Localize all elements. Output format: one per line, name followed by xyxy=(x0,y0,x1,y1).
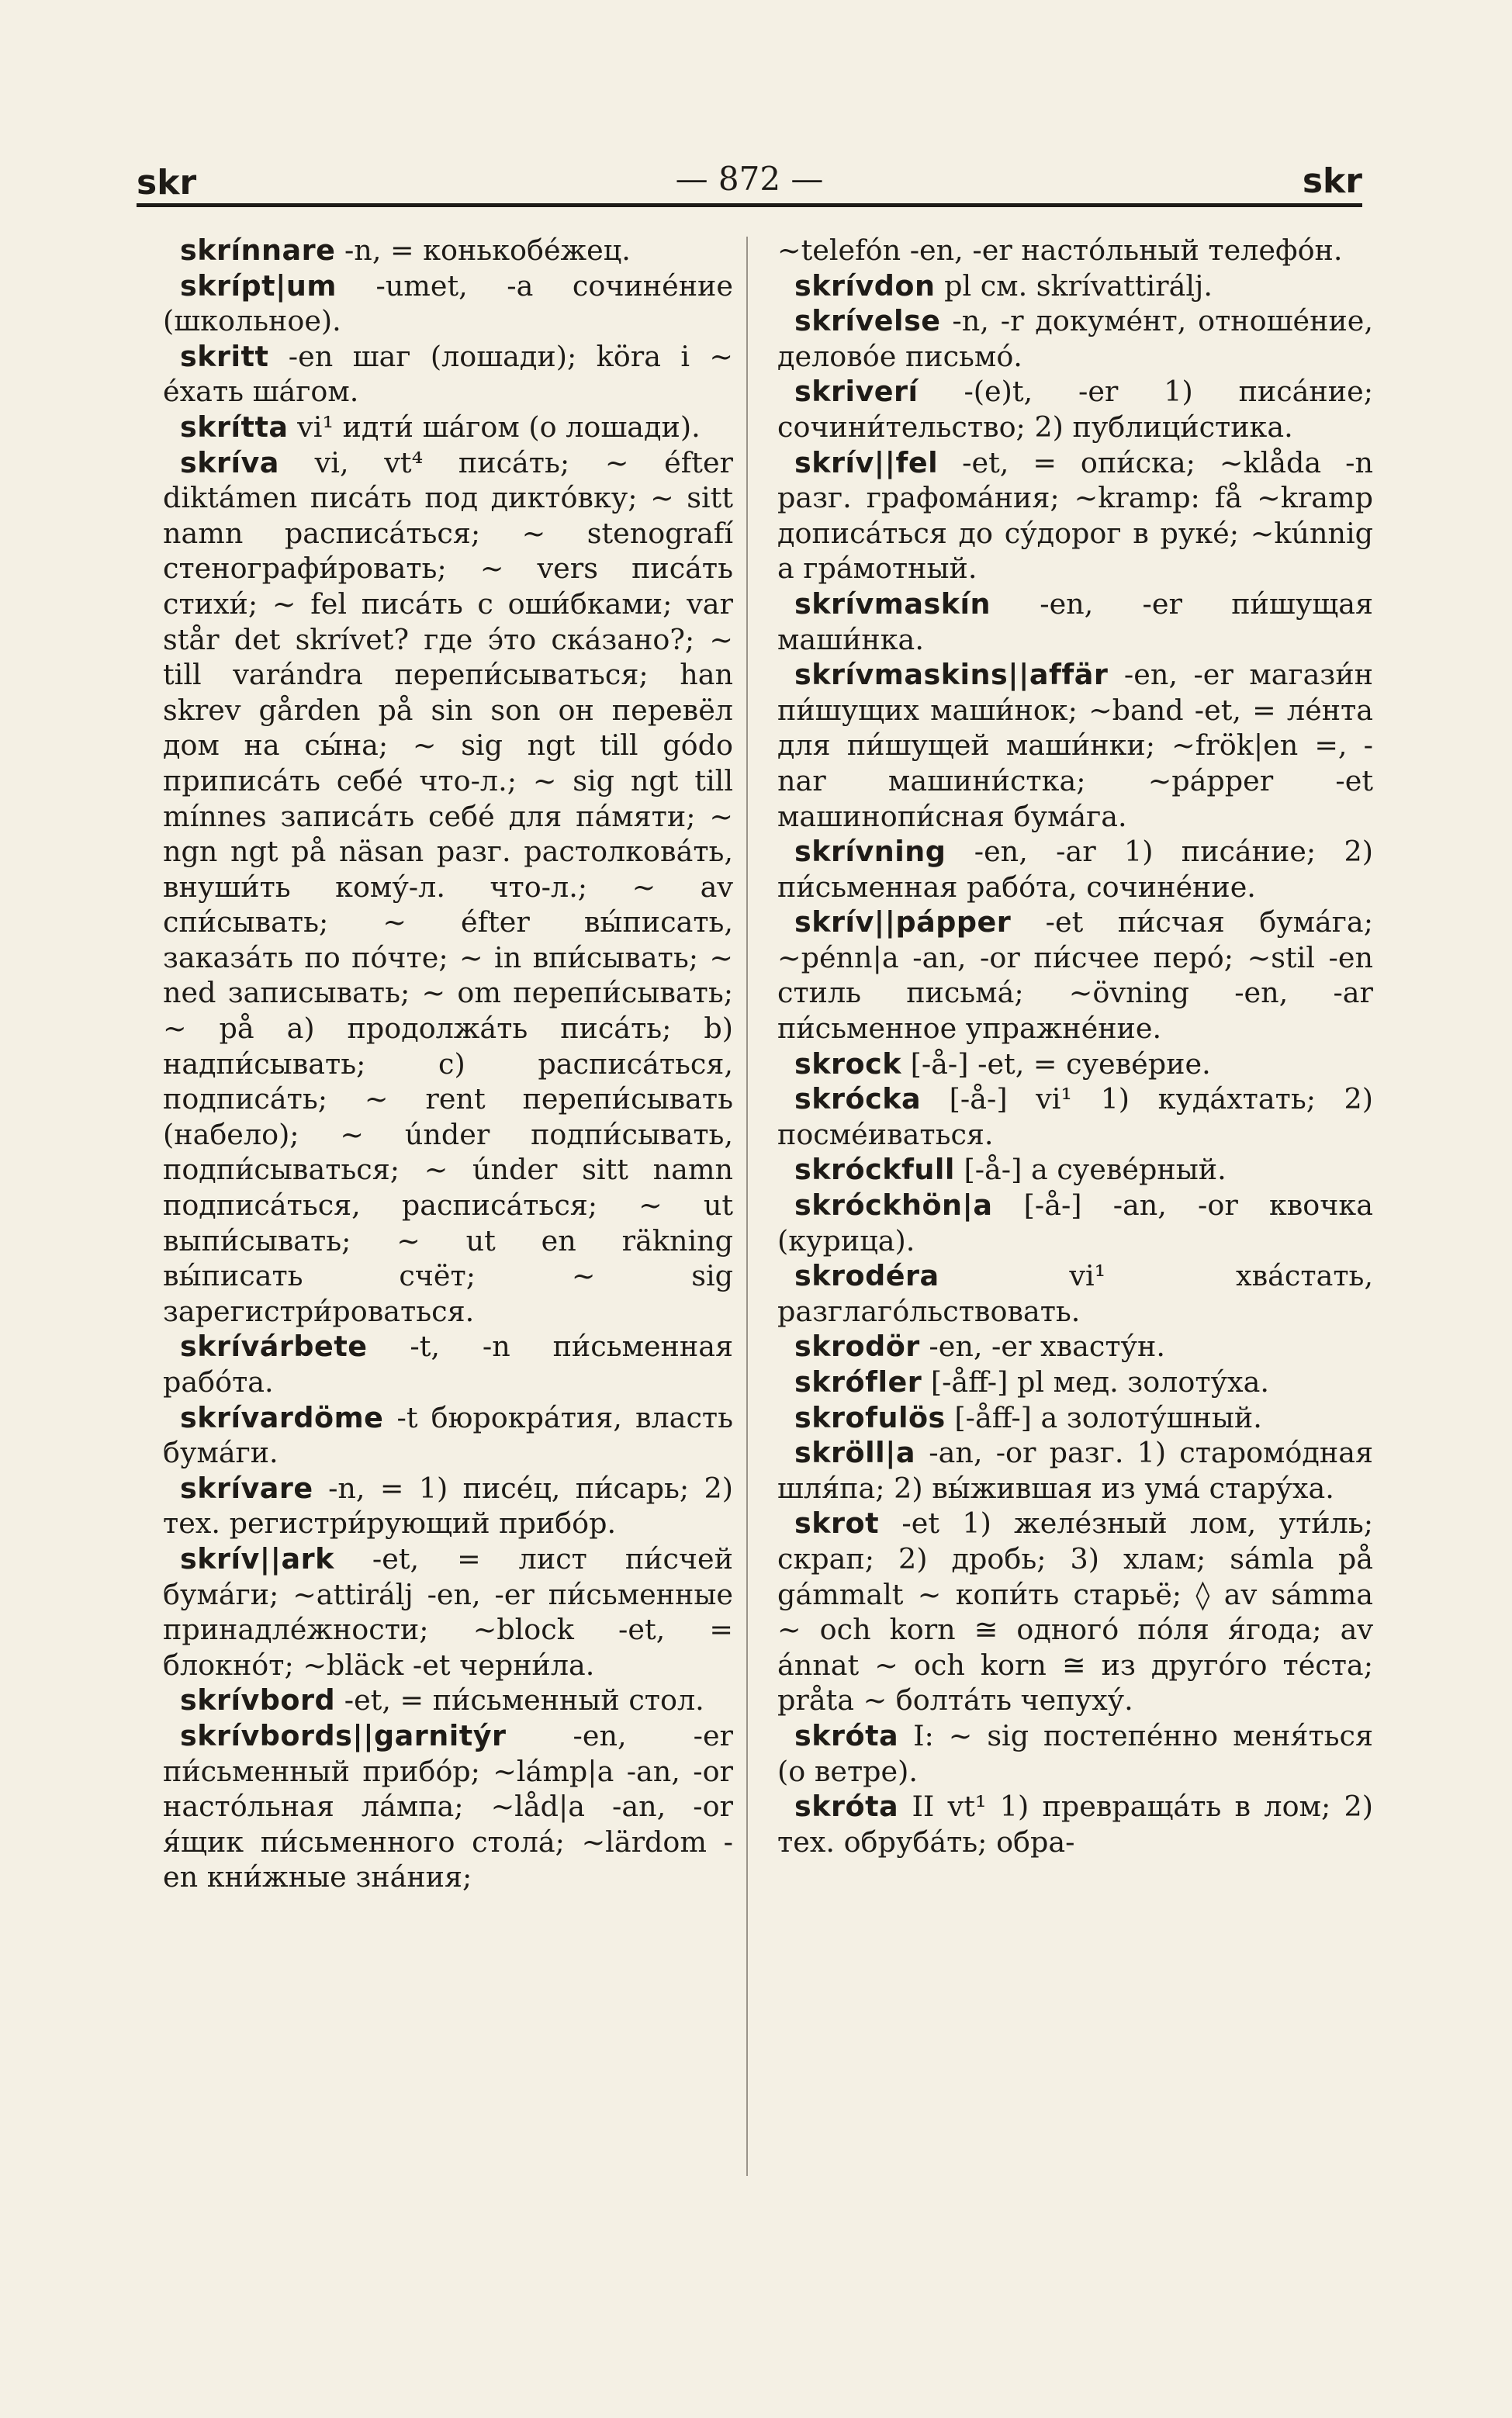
dictionary-entry xyxy=(777,374,1373,445)
column-divider xyxy=(746,237,748,2176)
right-column xyxy=(777,233,1373,1859)
headword: skrívning xyxy=(794,835,946,869)
headword: skröll|a xyxy=(794,1436,916,1470)
definition: -en, -er пи́сьменный прибо́р; ~lámp|a -an, -or насто́льная ла́мпа; ~låd|a -an, -or я́щик пи́сьменного стола́; ~lärdom -en кни́жные зна́ния; xyxy=(163,1718,733,1894)
definition: I: ~ sig постепе́нно меня́ться (о ветре). xyxy=(777,1718,1373,1788)
dictionary-entry xyxy=(777,905,1373,1046)
dictionary-entry xyxy=(777,657,1373,834)
definition: -et пи́счая бума́га; ~pénn|a -an, -or пи́счее перо́; ~stil -en стиль письма́; ~övning -en, -ar пи́сьменное упражне́ние. xyxy=(777,905,1373,1046)
definition: vi¹ идти́ ша́гом (о лошади). xyxy=(288,410,701,444)
dictionary-entry xyxy=(163,1471,733,1541)
headword: skríva xyxy=(180,445,279,479)
definition: [-åff-] pl мед. золоту́ха. xyxy=(922,1365,1269,1399)
dictionary-entry xyxy=(163,410,733,445)
headword: skrívmaskín xyxy=(794,586,991,621)
headword: skrodéra xyxy=(794,1259,939,1293)
headword: skriverí xyxy=(794,375,919,409)
dictionary-entry xyxy=(777,1789,1373,1859)
definition: -et, = лист пи́счей бума́ги; ~attirálj -en, -er пи́сьменные принадле́жности; ~block -et, = блокно́т; ~bläck -et черни́ла. xyxy=(163,1541,733,1682)
dictionary-entry xyxy=(777,303,1373,374)
definition: vi¹ хва́стать, разглаго́льствовать. xyxy=(777,1259,1373,1328)
dictionary-entry xyxy=(777,1152,1373,1188)
definition: [-å-] vi¹ 1) куда́хтать; 2) посме́иваться. xyxy=(777,1082,1373,1151)
definition: -umet, -a сочине́ние (школьное). xyxy=(163,268,733,338)
headword: skrock xyxy=(794,1046,901,1081)
page-number: — 872 — xyxy=(675,160,824,198)
headword: skrívbord xyxy=(180,1683,336,1718)
headword: skritt xyxy=(180,339,269,373)
headword: skrívare xyxy=(180,1471,313,1505)
headword: skrívmaskins||affär xyxy=(794,658,1109,692)
headword: skrívardöme xyxy=(180,1400,384,1434)
dictionary-entry xyxy=(777,1081,1373,1152)
definition: [-å-] -et, = суеве́рие. xyxy=(901,1046,1211,1081)
headword: skrofulös xyxy=(794,1400,946,1434)
dictionary-entry xyxy=(777,233,1373,268)
definition: vi, vt⁴ писа́ть; ~ éfter diktámen писа́ть под дикто́вку; ~ sitt namn расписа́ться; ~ stenografí стенографи́ровать; ~ vers писа́ть стихи́; ~ fel писа́ть с оши́бками; var står det skrívet? где э́то ска́зано?; ~ till varándra перепи́сываться; han skrev gården på sin son он перевёл дом на сы́на; ~ sig ngt till gódo приписа́ть себе́ что-л.; ~ sig ngt till mínnes записа́ть себе́ для па́мяти; ~ ngn ngt på näsan разг. растолкова́ть, внуши́ть кому́-л. что-л.; ~ av спи́сывать; ~ éfter вы́писать, заказа́ть по по́чте; ~ in впи́сывать; ~ ned записывать; ~ om перепи́сывать; ~ på а) продолжа́ть писа́ть; b) надпи́сывать; с) расписа́ться, подписа́ть; ~ rent перепи́сывать (набело); ~ únder подпи́сывать, подпи́сываться; ~ únder sitt namn подписа́ться, расписа́ться; ~ ut выпи́сывать; ~ ut en räkning вы́писать счёт; ~ sig зарегистри́роваться. xyxy=(163,445,733,1328)
headword: skrív||pápper xyxy=(794,905,1012,939)
dictionary-entry xyxy=(777,1506,1373,1718)
definition: -t, -n пи́сьменная рабо́та. xyxy=(163,1330,733,1399)
dictionary-entry xyxy=(777,586,1373,657)
dictionary-entry xyxy=(777,1365,1373,1400)
dictionary-entry xyxy=(163,1541,733,1683)
dictionary-entry xyxy=(163,233,733,268)
headword: skrot xyxy=(794,1506,880,1541)
dictionary-entry xyxy=(163,1718,733,1895)
page-header xyxy=(137,155,1362,205)
definition: pl см. skrívattirálj. xyxy=(935,268,1213,303)
definition: -et 1) желе́зный лом, ути́ль; скрап; 2) дробь; 3) хлам; sámla på gámmalt ~ копи́ть старьё; ◊ av sámma ~ och korn ≅ одного́ по́ля я́года; av ánnat ~ och korn ≅ из друго́го те́ста; pråta ~ болта́ть чепуху́. xyxy=(777,1506,1373,1718)
definition: ~telefón -en, -er насто́льный телефо́н. xyxy=(777,233,1343,267)
headword: skrív||fel xyxy=(794,445,939,479)
left-column xyxy=(163,233,733,1895)
definition: -(e)t, -er 1) писа́ние; сочини́тельство; 2) публици́стика. xyxy=(777,375,1373,444)
definition: -t бюрокра́тия, власть бума́ги. xyxy=(163,1400,733,1470)
headword: skrípt|um xyxy=(180,268,337,303)
dictionary-entry xyxy=(163,268,733,339)
dictionary-entry xyxy=(163,1329,733,1399)
dictionary-entry xyxy=(777,1046,1373,1082)
definition: -et, = пи́сьменный стол. xyxy=(335,1683,704,1718)
running-head-left: skr xyxy=(137,163,197,202)
headword: skrócka xyxy=(794,1082,922,1116)
dictionary-entry xyxy=(777,834,1373,905)
definition: [-åff-] а золоту́шный. xyxy=(945,1400,1262,1434)
headword: skróckfull xyxy=(794,1153,955,1187)
headword: skrívelse xyxy=(794,304,941,338)
definition: -n, = 1) писе́ц, пи́сарь; 2) тех. регистри́рующий прибо́р. xyxy=(163,1471,733,1541)
definition: [-å-] -an, -or квочка (курица). xyxy=(777,1188,1373,1257)
definition: -n, -r докуме́нт, отноше́ние, делово́е письмо́. xyxy=(777,304,1373,373)
dictionary-entry xyxy=(777,1329,1373,1365)
running-head-right: skr xyxy=(1302,161,1362,201)
definition: -n, = конькобе́жец. xyxy=(335,233,631,267)
dictionary-entry xyxy=(777,1718,1373,1789)
headword: skrív||ark xyxy=(180,1541,334,1576)
header-rule xyxy=(137,203,1362,207)
headword: skrínnare xyxy=(180,233,336,267)
headword: skrítta xyxy=(180,410,289,444)
headword: skrívdon xyxy=(794,268,936,303)
headword: skróta xyxy=(794,1790,899,1824)
headword: skrívbords||garnitýr xyxy=(180,1718,507,1752)
dictionary-entry xyxy=(777,445,1373,586)
definition: -en, -ar 1) писа́ние; 2) пи́сьменная рабо́та, сочине́ние. xyxy=(777,835,1373,904)
dictionary-entry xyxy=(777,1258,1373,1329)
dictionary-entry xyxy=(163,1400,733,1471)
definition: -an, -or разг. 1) старомо́дная шля́па; 2) вы́жившая из ума́ стару́ха. xyxy=(777,1436,1373,1505)
definition: [-å-] а суеве́рный. xyxy=(954,1153,1227,1187)
headword: skrófler xyxy=(794,1365,922,1399)
definition: -en шаг (лошади); köra i ~ е́хать ша́гом. xyxy=(163,339,733,409)
definition: -en, -er хвасту́н. xyxy=(919,1330,1165,1364)
dictionary-entry xyxy=(777,1188,1373,1258)
dictionary-entry xyxy=(777,268,1373,304)
definition: II vt¹ 1) превраща́ть в лом; 2) тех. обруба́ть; обра- xyxy=(777,1790,1373,1859)
headword: skróta xyxy=(794,1718,899,1752)
definition: -et, = опи́ска; ~klåda -n разг. графома́ния; ~kramp: få ~kramp дописа́ться до су́дорог в руке́; ~kúnnig а гра́мотный. xyxy=(777,445,1373,586)
definition: -en, -er магази́н пи́шущих маши́нок; ~band -et, = ле́нта для пи́шущей маши́нки; ~frök|en =, -nar машини́стка; ~pápper -et машинопи́сная бума́га. xyxy=(777,658,1373,833)
headword: skrívárbete xyxy=(180,1330,368,1364)
dictionary-entry xyxy=(777,1435,1373,1506)
dictionary-entry xyxy=(163,1683,733,1718)
dictionary-entry xyxy=(163,445,733,1330)
dictionary-entry xyxy=(777,1400,1373,1436)
dictionary-entry xyxy=(163,339,733,410)
headword: skrodör xyxy=(794,1330,920,1364)
definition: -en, -er пи́шущая маши́нка. xyxy=(777,586,1373,656)
headword: skróckhön|a xyxy=(794,1188,993,1223)
